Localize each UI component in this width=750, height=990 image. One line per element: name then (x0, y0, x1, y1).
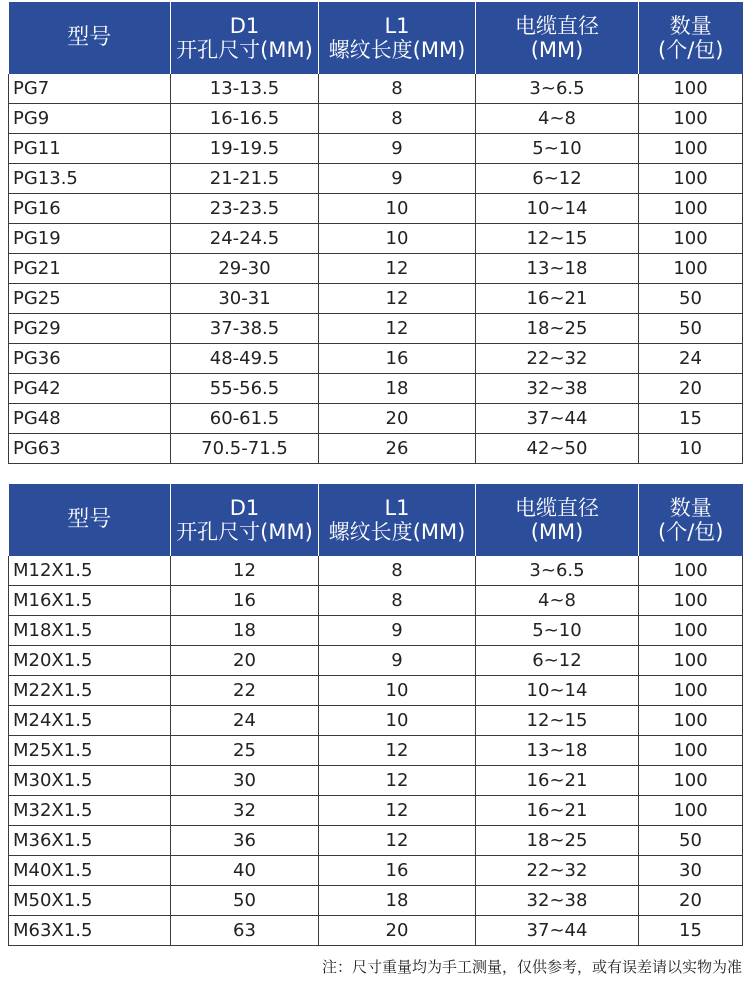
cell-thread-length: 12 (319, 766, 476, 796)
cell-hole-size: 37-38.5 (171, 314, 319, 344)
cell-thread-length: 12 (319, 254, 476, 284)
cell-model: M40X1.5 (9, 856, 171, 886)
cell-cable-diameter: 5~10 (476, 134, 639, 164)
header-d1-hole-size: D1 开孔尺寸(MM) (171, 484, 319, 556)
table-row (9, 736, 743, 766)
cell-hole-size: 50 (171, 886, 319, 916)
table-row (9, 434, 743, 464)
cell-hole-size: 48-49.5 (171, 344, 319, 374)
cell-hole-size: 13-13.5 (171, 74, 319, 104)
cell-cable-diameter: 37~44 (476, 404, 639, 434)
cell-quantity: 30 (639, 856, 743, 886)
cell-quantity: 100 (639, 796, 743, 826)
cell-model: M36X1.5 (9, 826, 171, 856)
header-d1-hole-size: D1 开孔尺寸(MM) (171, 2, 319, 74)
cell-quantity: 100 (639, 104, 743, 134)
cell-model: PG63 (9, 434, 171, 464)
cell-thread-length: 20 (319, 916, 476, 946)
cell-hole-size: 29-30 (171, 254, 319, 284)
cell-cable-diameter: 32~38 (476, 374, 639, 404)
cell-model: M18X1.5 (9, 616, 171, 646)
cell-cable-diameter: 22~32 (476, 856, 639, 886)
table-row (9, 284, 743, 314)
table-row (9, 856, 743, 886)
cell-hole-size: 55-56.5 (171, 374, 319, 404)
cell-quantity: 100 (639, 74, 743, 104)
cell-model: PG36 (9, 344, 171, 374)
header-quantity: 数量 (个/包) (639, 2, 743, 74)
cell-cable-diameter: 18~25 (476, 314, 639, 344)
cell-thread-length: 10 (319, 194, 476, 224)
cell-model: M32X1.5 (9, 796, 171, 826)
cell-cable-diameter: 5~10 (476, 616, 639, 646)
cell-cable-diameter: 18~25 (476, 826, 639, 856)
cell-quantity: 100 (639, 164, 743, 194)
cell-model: M16X1.5 (9, 586, 171, 616)
table-header-row (9, 2, 743, 74)
cell-hole-size: 24-24.5 (171, 224, 319, 254)
cell-model: PG29 (9, 314, 171, 344)
table-row (9, 556, 743, 586)
cell-hole-size: 60-61.5 (171, 404, 319, 434)
cell-model: M20X1.5 (9, 646, 171, 676)
cell-cable-diameter: 16~21 (476, 766, 639, 796)
header-l1-thread-length: L1 螺纹长度(MM) (319, 2, 476, 74)
table-row (9, 706, 743, 736)
cell-hole-size: 70.5-71.5 (171, 434, 319, 464)
table-row (9, 616, 743, 646)
cell-model: PG13.5 (9, 164, 171, 194)
cell-hole-size: 16 (171, 586, 319, 616)
cell-thread-length: 8 (319, 586, 476, 616)
cell-cable-diameter: 4~8 (476, 104, 639, 134)
cell-model: M30X1.5 (9, 766, 171, 796)
cell-thread-length: 18 (319, 374, 476, 404)
cell-quantity: 50 (639, 284, 743, 314)
table-row (9, 134, 743, 164)
table-row (9, 254, 743, 284)
cell-thread-length: 26 (319, 434, 476, 464)
cell-quantity: 20 (639, 374, 743, 404)
cell-model: M63X1.5 (9, 916, 171, 946)
cell-quantity: 100 (639, 586, 743, 616)
cell-thread-length: 9 (319, 646, 476, 676)
cell-quantity: 100 (639, 134, 743, 164)
table-header-row (9, 484, 743, 556)
table-row (9, 916, 743, 946)
cell-thread-length: 8 (319, 556, 476, 586)
cell-thread-length: 12 (319, 796, 476, 826)
cell-cable-diameter: 4~8 (476, 586, 639, 616)
cell-thread-length: 20 (319, 404, 476, 434)
cell-model: M12X1.5 (9, 556, 171, 586)
cell-model: PG11 (9, 134, 171, 164)
cell-cable-diameter: 32~38 (476, 886, 639, 916)
cell-thread-length: 9 (319, 616, 476, 646)
cell-hole-size: 25 (171, 736, 319, 766)
measurement-note: 注：尺寸重量均为手工测量，仅供参考，或有误差请以实物为准 (321, 958, 742, 976)
cell-model: PG42 (9, 374, 171, 404)
cell-hole-size: 16-16.5 (171, 104, 319, 134)
cell-hole-size: 12 (171, 556, 319, 586)
cell-model: PG7 (9, 74, 171, 104)
cell-quantity: 100 (639, 676, 743, 706)
cell-quantity: 50 (639, 826, 743, 856)
table-row (9, 194, 743, 224)
cell-quantity: 100 (639, 616, 743, 646)
cell-quantity: 15 (639, 916, 743, 946)
cell-cable-diameter: 6~12 (476, 646, 639, 676)
cell-cable-diameter: 42~50 (476, 434, 639, 464)
header-cable-diameter: 电缆直径 (MM) (476, 2, 639, 74)
table-row (9, 164, 743, 194)
cell-thread-length: 10 (319, 676, 476, 706)
cell-hole-size: 32 (171, 796, 319, 826)
cell-hole-size: 24 (171, 706, 319, 736)
header-cable-diameter: 电缆直径 (MM) (476, 484, 639, 556)
cell-hole-size: 19-19.5 (171, 134, 319, 164)
table-row (9, 886, 743, 916)
cell-cable-diameter: 12~15 (476, 706, 639, 736)
cell-quantity: 100 (639, 706, 743, 736)
cell-thread-length: 12 (319, 736, 476, 766)
cell-cable-diameter: 16~21 (476, 284, 639, 314)
cell-quantity: 100 (639, 646, 743, 676)
cell-thread-length: 9 (319, 164, 476, 194)
table-row (9, 74, 743, 104)
cell-quantity: 100 (639, 254, 743, 284)
table-row (9, 344, 743, 374)
header-l1-thread-length: L1 螺纹长度(MM) (319, 484, 476, 556)
cell-quantity: 100 (639, 736, 743, 766)
cell-quantity: 20 (639, 886, 743, 916)
header-quantity: 数量 (个/包) (639, 484, 743, 556)
cell-cable-diameter: 10~14 (476, 676, 639, 706)
cell-model: M25X1.5 (9, 736, 171, 766)
cell-thread-length: 10 (319, 706, 476, 736)
table-row (9, 646, 743, 676)
table-row (9, 826, 743, 856)
cell-thread-length: 8 (319, 74, 476, 104)
cell-model: PG25 (9, 284, 171, 314)
cell-hole-size: 18 (171, 616, 319, 646)
table-row (9, 796, 743, 826)
pg-spec-table (8, 2, 743, 464)
table-row (9, 314, 743, 344)
cell-cable-diameter: 16~21 (476, 796, 639, 826)
cell-model: M24X1.5 (9, 706, 171, 736)
cell-thread-length: 10 (319, 224, 476, 254)
cell-hole-size: 40 (171, 856, 319, 886)
cell-quantity: 100 (639, 224, 743, 254)
cell-model: M50X1.5 (9, 886, 171, 916)
cell-thread-length: 12 (319, 314, 476, 344)
cell-quantity: 50 (639, 314, 743, 344)
cell-model: PG9 (9, 104, 171, 134)
cell-cable-diameter: 6~12 (476, 164, 639, 194)
cell-thread-length: 12 (319, 826, 476, 856)
m-table-body (9, 556, 743, 946)
cell-model: M22X1.5 (9, 676, 171, 706)
cell-thread-length: 16 (319, 344, 476, 374)
cell-cable-diameter: 10~14 (476, 194, 639, 224)
cell-quantity: 24 (639, 344, 743, 374)
cell-hole-size: 30-31 (171, 284, 319, 314)
table-row (9, 374, 743, 404)
header-model: 型号 (9, 2, 171, 74)
table-row (9, 766, 743, 796)
cell-quantity: 100 (639, 766, 743, 796)
cell-cable-diameter: 37~44 (476, 916, 639, 946)
table-row (9, 676, 743, 706)
cell-quantity: 15 (639, 404, 743, 434)
cell-cable-diameter: 12~15 (476, 224, 639, 254)
cell-model: PG16 (9, 194, 171, 224)
cell-hole-size: 22 (171, 676, 319, 706)
cell-thread-length: 8 (319, 104, 476, 134)
cell-hole-size: 30 (171, 766, 319, 796)
cell-hole-size: 36 (171, 826, 319, 856)
header-model: 型号 (9, 484, 171, 556)
cell-hole-size: 23-23.5 (171, 194, 319, 224)
cell-cable-diameter: 13~18 (476, 736, 639, 766)
cell-cable-diameter: 3~6.5 (476, 74, 639, 104)
cell-hole-size: 20 (171, 646, 319, 676)
cell-cable-diameter: 3~6.5 (476, 556, 639, 586)
cell-model: PG21 (9, 254, 171, 284)
m-spec-table (8, 484, 743, 946)
table-row (9, 104, 743, 134)
cell-thread-length: 9 (319, 134, 476, 164)
table-row (9, 404, 743, 434)
cell-thread-length: 18 (319, 886, 476, 916)
pg-table-body (9, 74, 743, 464)
cell-cable-diameter: 22~32 (476, 344, 639, 374)
table-row (9, 586, 743, 616)
cell-thread-length: 16 (319, 856, 476, 886)
cell-model: PG48 (9, 404, 171, 434)
table-row (9, 224, 743, 254)
cell-cable-diameter: 13~18 (476, 254, 639, 284)
cell-quantity: 10 (639, 434, 743, 464)
cell-model: PG19 (9, 224, 171, 254)
cell-hole-size: 21-21.5 (171, 164, 319, 194)
cell-quantity: 100 (639, 556, 743, 586)
cell-quantity: 100 (639, 194, 743, 224)
cell-hole-size: 63 (171, 916, 319, 946)
cell-thread-length: 12 (319, 284, 476, 314)
